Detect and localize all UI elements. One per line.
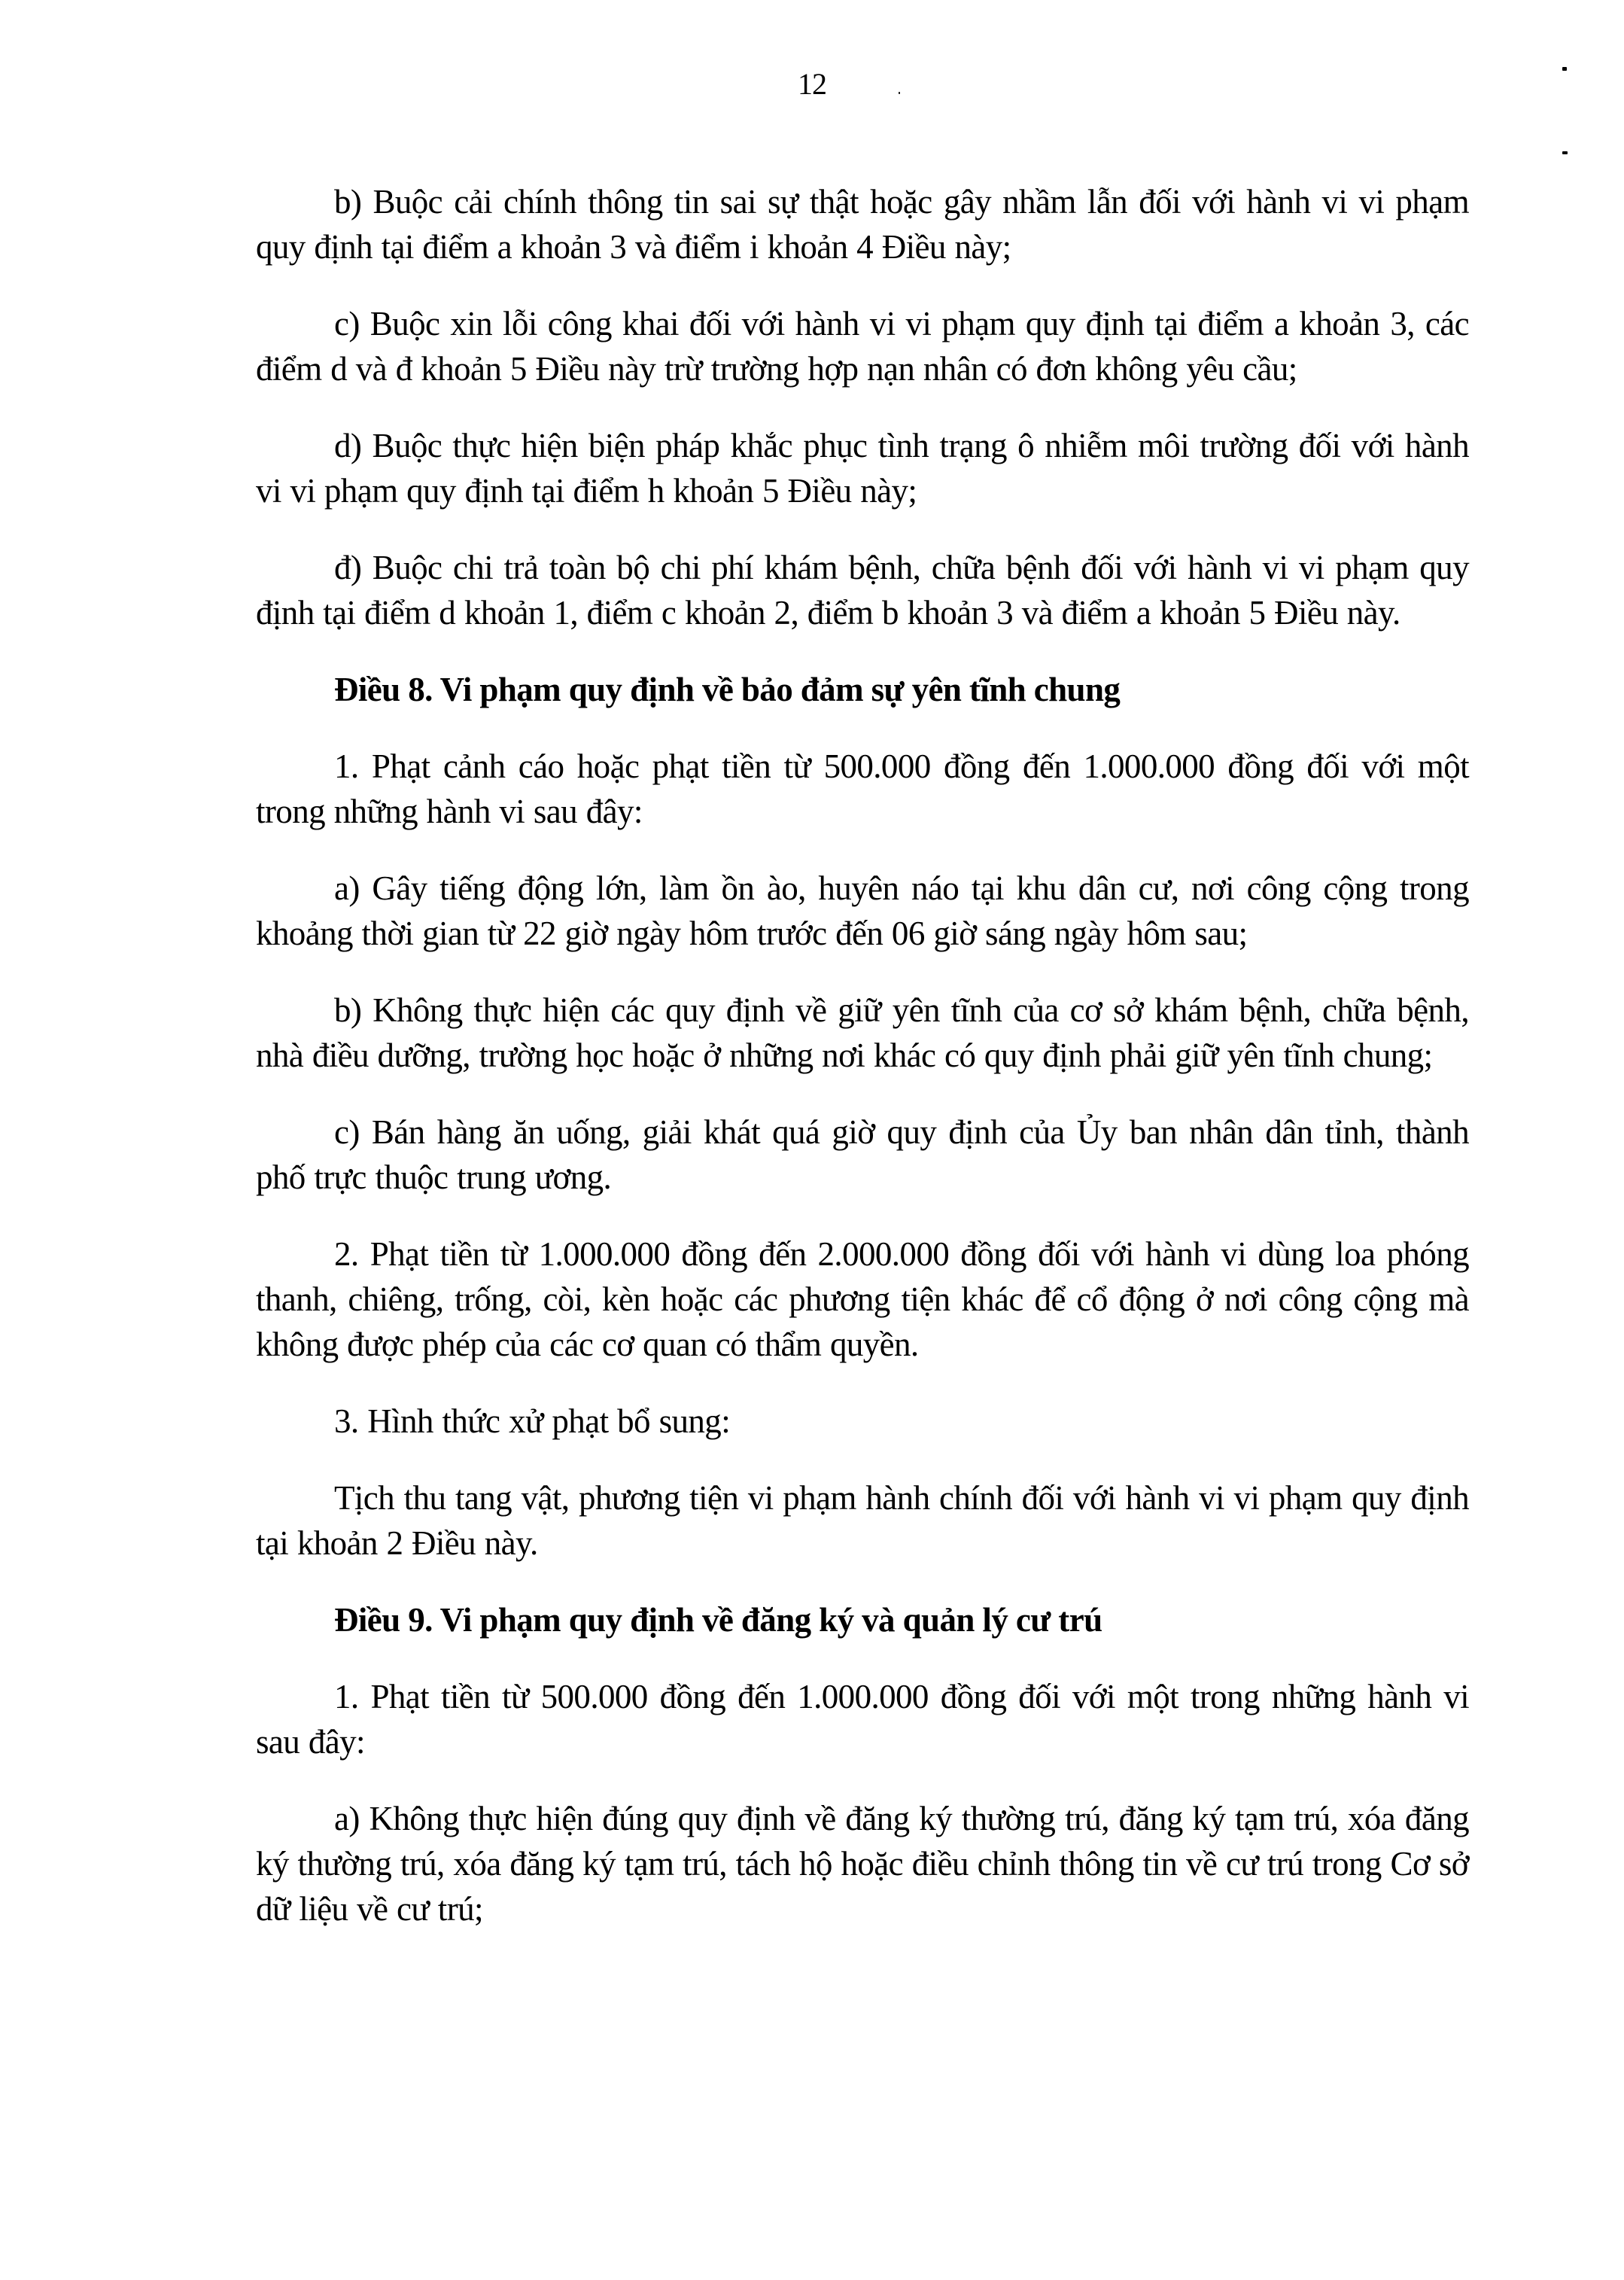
article-9-clause-1-point-a: a) Không thực hiện đúng quy định về đăng ký thường trú, đăng ký tạm trú, xóa đăng ký thường trú, xóa đăng ký tạm trú, tách hộ hoặc điều chỉnh thông tin về cư trú trong Cơ sở dữ liệu về cư trú; bbox=[256, 1800, 1469, 1928]
paragraph-remedy-dd: đ) Buộc chi trả toàn bộ chi phí khám bệnh, chữa bệnh đối với hành vi vi phạm quy định tại điểm d khoản 1, điểm c khoản 2, điểm b khoản 3 và điểm a khoản 5 Điều này. bbox=[256, 549, 1469, 632]
article-8-clause-1-point-b: b) Không thực hiện các quy định về giữ yên tĩnh của cơ sở khám bệnh, chữa bệnh, nhà điều dưỡng, trường học hoặc ở những nơi khác có quy định phải giữ yên tĩnh chung; bbox=[256, 991, 1469, 1074]
page-number: 12 bbox=[798, 67, 826, 101]
document-body bbox=[256, 179, 1469, 1963]
article-8-clause-3: 3. Hình thức xử phạt bổ sung: bbox=[334, 1402, 731, 1440]
article-9-heading: Điều 9. Vi phạm quy định về đăng ký và quản lý cư trú bbox=[334, 1601, 1102, 1639]
article-8-clause-3-body: Tịch thu tang vật, phương tiện vi phạm hành chính đối với hành vi vi phạm quy định tại khoản 2 Điều này. bbox=[256, 1479, 1469, 1562]
article-8-clause-2: 2. Phạt tiền từ 1.000.000 đồng đến 2.000.000 đồng đối với hành vi dùng loa phóng thanh, chiêng, trống, còi, kèn hoặc các phương tiện khác để cổ động ở nơi công cộng mà không được phép của các cơ quan có thẩm quyền. bbox=[256, 1235, 1469, 1363]
paragraph-remedy-b: b) Buộc cải chính thông tin sai sự thật hoặc gây nhầm lẫn đối với hành vi vi phạm quy định tại điểm a khoản 3 và điểm i khoản 4 Điều này; bbox=[256, 183, 1469, 266]
article-8-heading: Điều 8. Vi phạm quy định về bảo đảm sự yên tĩnh chung bbox=[334, 671, 1121, 708]
article-8-clause-1-point-c: c) Bán hàng ăn uống, giải khát quá giờ quy định của Ủy ban nhân dân tỉnh, thành phố trực thuộc trung ương. bbox=[256, 1113, 1469, 1196]
scan-speck bbox=[1562, 151, 1568, 154]
scan-speck bbox=[899, 92, 900, 94]
scan-speck bbox=[1562, 67, 1567, 71]
paragraph-remedy-d: d) Buộc thực hiện biện pháp khắc phục tình trạng ô nhiễm môi trường đối với hành vi vi phạm quy định tại điểm h khoản 5 Điều này; bbox=[256, 427, 1469, 510]
article-8-clause-1: 1. Phạt cảnh cáo hoặc phạt tiền từ 500.000 đồng đến 1.000.000 đồng đối với một trong những hành vi sau đây: bbox=[256, 747, 1469, 830]
article-8-clause-1-point-a: a) Gây tiếng động lớn, làm ồn ào, huyên náo tại khu dân cư, nơi công cộng trong khoảng thời gian từ 22 giờ ngày hôm trước đến 06 giờ sáng ngày hôm sau; bbox=[256, 869, 1469, 952]
article-9-clause-1: 1. Phạt tiền từ 500.000 đồng đến 1.000.000 đồng đối với một trong những hành vi sau đây: bbox=[256, 1678, 1469, 1761]
paragraph-remedy-c: c) Buộc xin lỗi công khai đối với hành vi vi phạm quy định tại điểm a khoản 3, các điểm d và đ khoản 5 Điều này trừ trường hợp nạn nhân có đơn không yêu cầu; bbox=[256, 305, 1469, 388]
